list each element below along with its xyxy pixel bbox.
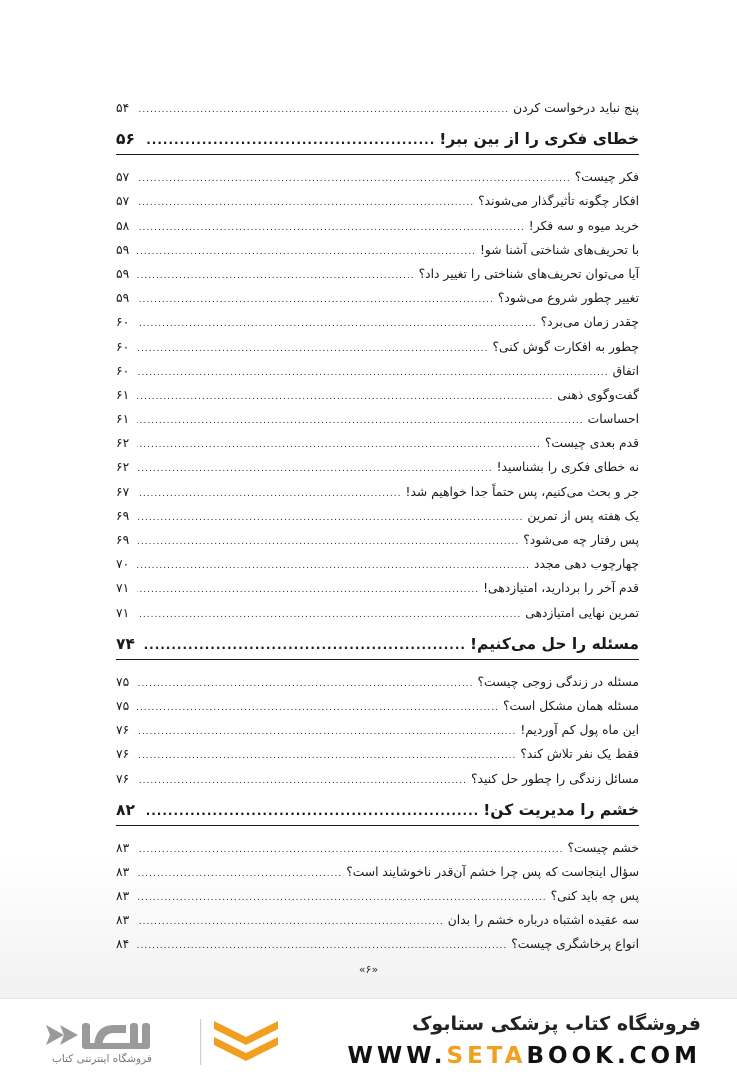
toc-entry [116, 335, 639, 359]
dot-leader [137, 361, 609, 385]
dot-leader [137, 385, 553, 409]
dot-leader [137, 167, 571, 191]
toc-entry-title: قدم آخر را بردارید، امتیازدهی! [483, 581, 639, 596]
logo-tagline: فروشگاه اینترنتی کتاب [52, 1053, 152, 1065]
toc-entry [116, 767, 639, 791]
chapter-page: ۷۴ [116, 634, 135, 653]
dot-leader [144, 804, 479, 818]
toc-entry-page: ۶۷ [116, 484, 130, 499]
dot-leader [137, 482, 402, 506]
toc-entry-title: مسئله همان مشکل است؟ [502, 698, 639, 713]
toc-entry-page: ۶۰ [116, 363, 130, 378]
toc-entry-page: ۵۹ [116, 266, 130, 281]
toc-entry-title: سؤال اینجاست که پس چرا خشم آن‌قدر ناخوشایند است؟ [346, 864, 639, 879]
toc-entry [116, 836, 639, 860]
toc-entry [116, 238, 639, 262]
toc-entry-title: مسائل زندگی را چطور حل کنید؟ [470, 771, 639, 786]
toc-entry-page: ۷۱ [116, 581, 130, 596]
toc-entry [116, 286, 639, 310]
toc-entry-title: پس رفتار چه می‌شود؟ [523, 533, 639, 547]
toc-entry-page: ۶۲ [116, 460, 130, 475]
chapter-heading [116, 635, 639, 660]
toc-entry [116, 165, 639, 189]
url-part-3: BOOK.COM [526, 1043, 701, 1069]
toc-entry [116, 908, 639, 932]
toc-entry-title: اتفاق [612, 363, 639, 378]
url-part-1: WWW. [347, 1043, 447, 1069]
dot-leader [144, 638, 466, 652]
page-number: «۶» [358, 963, 379, 976]
dot-leader [137, 98, 509, 122]
toc-entry [116, 576, 639, 600]
shop-name: فروشگاه کتاب پزشکی ستابوک [411, 1013, 701, 1035]
toc-entry-page: ۶۱ [116, 412, 130, 427]
dot-leader [137, 910, 444, 934]
toc-entry-page: ۶۹ [116, 508, 130, 523]
toc-entry [116, 431, 639, 455]
dot-leader [137, 312, 537, 336]
dot-leader [137, 216, 525, 240]
shop-url[interactable] [348, 1043, 701, 1069]
toc-entry-title: چقدر زمان می‌برد؟ [540, 315, 639, 330]
toc-entry-title: تغییر چطور شروع می‌شود؟ [497, 291, 639, 306]
toc-entry-page: ۶۲ [116, 436, 130, 451]
toc-entry-title: خرید میوه و سه فکر! [528, 218, 639, 233]
toc-entry-title: پنج نباید درخواست کردن [513, 101, 639, 115]
toc-entry-title: با تحریف‌های شناختی آشنا شو! [479, 242, 639, 257]
toc-entry-page: ۷۰ [116, 557, 130, 572]
dot-leader [137, 264, 415, 288]
chapter-title: خطای فکری را از بین ببر! [439, 130, 639, 149]
toc-entry-title: آیا می‌توان تحریف‌های شناختی را تغییر داد؟ [418, 266, 639, 281]
publisher-footer [0, 998, 737, 1081]
dot-leader [137, 337, 488, 361]
dot-leader [137, 744, 516, 768]
toc-entry-title: انواع پرخاشگری چیست؟ [511, 937, 639, 952]
dot-leader [137, 696, 499, 720]
chapter-title: خشم را مدیریت کن! [483, 800, 639, 819]
toc-entry-page: ۵۴ [116, 101, 130, 115]
toc-entry-title: گفت‌وگوی ذهنی [557, 387, 639, 402]
chapter-heading [116, 801, 639, 826]
dot-leader [137, 769, 467, 793]
toc-entry-title: جر و بحث می‌کنیم، پس حتماً جدا خواهیم شد! [405, 484, 639, 499]
toc-entry [116, 262, 639, 286]
toc-entry [116, 96, 639, 120]
toc-entry-title: خشم چیست؟ [567, 840, 639, 855]
dot-leader [137, 838, 563, 862]
toc-entry-page: ۸۳ [116, 913, 130, 928]
toc-entry-title: سه عقیده اشتباه درباره خشم را بدان [447, 913, 639, 928]
toc-entry [116, 670, 639, 694]
toc-entry [116, 504, 639, 528]
toc-entry-page: ۵۸ [116, 218, 130, 233]
toc-entry-page: ۵۷ [116, 170, 130, 185]
toc-entry [116, 601, 639, 625]
toc-entry [116, 455, 639, 479]
toc-entry [116, 694, 639, 718]
toc-entry-page: ۶۰ [116, 315, 130, 330]
chapters-list [116, 130, 639, 956]
toc-entry-title: تمرین نهایی امتیازدهی [525, 605, 639, 620]
dot-leader [137, 240, 476, 264]
dot-leader [137, 603, 521, 627]
toc-entry-title: فقط یک نفر تلاش کند؟ [520, 747, 639, 762]
toc-entry [116, 310, 639, 334]
dot-leader [137, 288, 494, 312]
table-of-contents [116, 96, 639, 957]
toc-entry-page: ۷۶ [116, 723, 130, 738]
toc-entry-title: نه خطای فکری را بشناسید! [496, 460, 639, 475]
url-part-2: SETA [446, 1043, 527, 1069]
toc-entry-page: ۷۵ [116, 674, 130, 689]
toc-entry-page: ۷۱ [116, 605, 130, 620]
toc-entry-title: افکار چگونه تأثیرگذار می‌شوند؟ [478, 194, 639, 209]
toc-entry-page: ۸۳ [116, 864, 130, 879]
dot-leader [137, 862, 342, 886]
toc-entry-page: ۷۶ [116, 747, 130, 762]
toc-entry-page: ۷۵ [116, 698, 130, 713]
dot-leader [137, 409, 584, 433]
toc-entry [116, 718, 639, 742]
chapter-heading [116, 130, 639, 155]
toc-entry-title: این ماه پول کم آوردیم! [520, 723, 639, 738]
dot-leader [137, 506, 523, 530]
toc-entry-page: ۶۰ [116, 339, 130, 354]
toc-entry-page: ۵۹ [116, 291, 130, 306]
dot-leader [137, 886, 547, 910]
toc-entry [116, 884, 639, 908]
toc-entry-title: یک هفته پس از تمرین [527, 508, 639, 523]
toc-entry-page: ۷۶ [116, 771, 130, 786]
toc-entry [116, 742, 639, 766]
dot-leader [137, 433, 541, 457]
dot-leader [144, 133, 435, 147]
toc-entry [116, 383, 639, 407]
toc-entry-title: فکر چیست؟ [574, 170, 639, 185]
toc-entry [116, 214, 639, 238]
dot-leader [137, 457, 493, 481]
chapter-title: مسئله را حل می‌کنیم! [469, 634, 639, 653]
toc-entry [116, 932, 639, 956]
toc-entry [116, 860, 639, 884]
toc-entry [116, 552, 639, 576]
toc-entry-page: ۵۹ [116, 242, 130, 257]
toc-entry-page: ۶۹ [116, 533, 130, 547]
toc-entry-title: مسئله در زندگی زوجی چیست؟ [477, 674, 639, 689]
toc-entry-title: احساسات [587, 412, 639, 427]
toc-entry [116, 359, 639, 383]
dot-leader [137, 554, 530, 578]
dot-leader [137, 672, 473, 696]
toc-entry-title: پس چه باید کنی؟ [550, 889, 639, 904]
toc-entry-page: ۸۴ [116, 937, 130, 952]
toc-entry-page: ۸۳ [116, 889, 130, 904]
dot-leader [137, 578, 479, 602]
toc-entry-page: ۶۱ [116, 387, 130, 402]
toc-entry-page: ۸۳ [116, 840, 130, 855]
toc-entry-title: قدم بعدی چیست؟ [544, 436, 639, 451]
chapter-page: ۸۲ [116, 800, 135, 819]
toc-entry [116, 528, 639, 552]
toc-entry [116, 407, 639, 431]
dot-leader [137, 934, 507, 958]
toc-entry-page: ۵۷ [116, 194, 130, 209]
toc-entry-title: چطور به افکارت گوش کنی؟ [492, 339, 639, 354]
dot-leader [137, 720, 516, 744]
dot-leader [137, 530, 519, 554]
dot-leader [137, 191, 474, 215]
toc-entry [116, 480, 639, 504]
toc-entry-title: چهارچوب دهی مجدد [534, 557, 639, 572]
toc-entry [116, 189, 639, 213]
chapter-page: ۵۶ [116, 130, 135, 149]
